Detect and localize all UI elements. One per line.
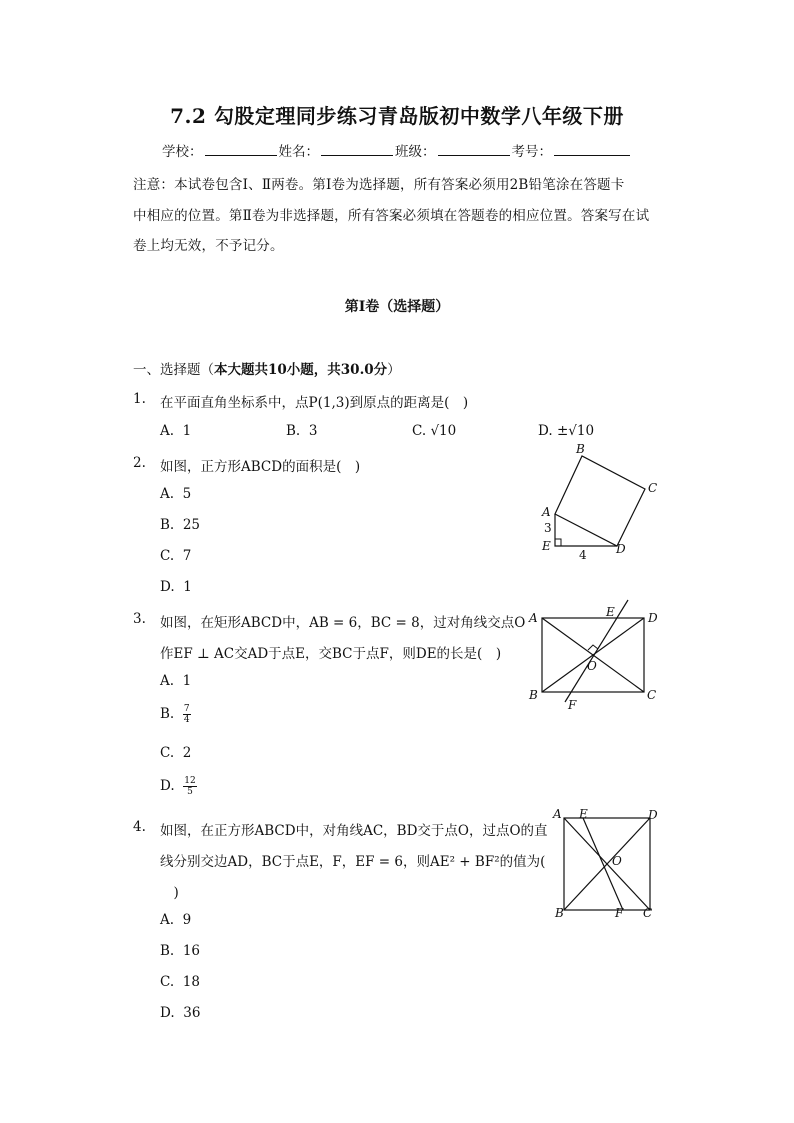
label-b: B [529, 688, 538, 702]
question-text: 如图，正方形ABCD的面积是( ) [160, 459, 361, 475]
option-d[interactable] [160, 1005, 200, 1021]
class-blank[interactable] [438, 143, 510, 156]
figure-q2-square [530, 440, 670, 565]
option-value: 2 [182, 745, 192, 761]
question-text: 如图，在正方形ABCD中，对角线AC，BD交于点O，过点O的直 [160, 823, 548, 839]
part-heading-suffix: ） [387, 362, 401, 378]
option-value: ±√10 [556, 423, 595, 439]
option-label: A. [160, 486, 175, 502]
option-value: 18 [182, 974, 200, 990]
name-blank[interactable] [321, 143, 393, 156]
question-number: 2. [133, 455, 146, 471]
option-label: D. [538, 423, 553, 439]
label-f: F [568, 698, 577, 712]
option-d[interactable] [538, 423, 594, 439]
label-e: E [579, 807, 588, 821]
figure-q3-rectangle [525, 598, 665, 710]
label-4: 4 [579, 548, 587, 562]
option-label: C. [160, 745, 175, 761]
option-a[interactable] [160, 912, 191, 928]
school-blank[interactable] [205, 143, 277, 156]
notice-line: 注意：本试卷包含Ⅰ、Ⅱ两卷。第Ⅰ卷为选择题，所有答案必须用2B铅笔涂在答题卡 [133, 177, 625, 193]
option-label: D. [160, 579, 175, 595]
question-text: 在平面直角坐标系中，点P(1,3)到原点的距离是( ) [160, 395, 469, 411]
option-c[interactable] [412, 423, 456, 439]
student-info-row [162, 140, 632, 160]
question-text: 作EF ⊥ AC交AD于点E，交BC于点F，则DE的长是( ) [160, 646, 502, 662]
option-label: B. [160, 706, 175, 722]
question-number: 4. [133, 819, 146, 835]
label-o: O [587, 659, 597, 673]
exam-number-label: 考号： [511, 144, 552, 160]
label-e: E [542, 539, 551, 553]
option-a[interactable] [160, 486, 191, 502]
label-a: A [553, 807, 562, 821]
option-value: 9 [182, 912, 192, 928]
option-label: D. [160, 1005, 175, 1021]
option-d[interactable] [160, 776, 197, 797]
exam-number-blank[interactable] [554, 143, 630, 156]
option-value: 16 [182, 943, 200, 959]
figure-q4-square [550, 805, 665, 920]
option-value: 25 [182, 517, 200, 533]
option-b[interactable] [160, 517, 200, 533]
part-heading-detail: 本大题共10小题，共30.0分 [214, 362, 388, 378]
option-value: 7 [182, 548, 192, 564]
option-value: 1 [182, 423, 192, 439]
label-a: A [542, 505, 551, 519]
label-3: 3 [544, 521, 552, 535]
fraction-numerator: 12 [184, 776, 196, 786]
fraction-denominator: 4 [183, 715, 190, 725]
option-label: C. [160, 974, 175, 990]
option-c[interactable] [160, 974, 200, 990]
label-c: C [643, 906, 653, 920]
notice-line: 卷上均无效，不予记分。 [133, 238, 284, 254]
question-text: ) [160, 885, 179, 901]
question-number: 1. [133, 391, 146, 407]
option-c[interactable] [160, 548, 191, 564]
option-label: A. [160, 423, 175, 439]
section-title: 第Ⅰ卷（选择题） [344, 299, 450, 315]
option-label: B. [160, 517, 175, 533]
part-heading-prefix: 一、选择题（ [133, 362, 214, 378]
option-label: A. [160, 912, 175, 928]
school-label: 学校： [162, 144, 203, 160]
right-angle-mark [555, 539, 561, 546]
label-c: C [647, 688, 657, 702]
option-value: 36 [183, 1005, 201, 1021]
option-b[interactable] [160, 704, 191, 725]
fraction-denominator: 5 [187, 787, 193, 797]
option-value: 5 [182, 486, 192, 502]
option-label: D. [160, 778, 175, 794]
option-label: B. [160, 943, 175, 959]
option-b[interactable] [160, 943, 200, 959]
part-heading [133, 358, 401, 378]
line-ef [565, 600, 628, 702]
label-d: D [648, 611, 658, 625]
label-c: C [648, 481, 658, 495]
class-label: 班级： [395, 144, 436, 160]
label-b: B [576, 442, 585, 456]
perpendicular-mark [588, 645, 598, 650]
option-d[interactable] [160, 579, 192, 595]
option-fraction [183, 704, 191, 725]
question-text: 线分别交边AD，BC于点E，F，EF = 6，则AE² + BF²的值为( [160, 854, 546, 870]
label-b: B [555, 906, 564, 920]
label-a: A [529, 611, 538, 625]
label-o: O [612, 854, 622, 868]
name-label: 姓名： [278, 144, 319, 160]
question-text: 如图，在矩形ABCD中，AB = 6，BC = 8，过对角线交点O [160, 615, 526, 631]
option-label: C. [160, 548, 175, 564]
label-f: F [615, 906, 624, 920]
option-label: A. [160, 673, 175, 689]
notice-line: 中相应的位置。第Ⅱ卷为非选择题，所有答案必须填在答题卷的相应位置。答案写在试 [133, 208, 650, 224]
label-e: E [606, 605, 615, 619]
page-title: 7.2 勾股定理同步练习青岛版初中数学八年级下册 [170, 104, 624, 128]
option-fraction [183, 776, 196, 797]
question-number: 3. [133, 611, 146, 627]
option-a[interactable] [160, 423, 191, 439]
option-a[interactable] [160, 673, 191, 689]
square-abcd [555, 456, 645, 546]
option-value: 1 [182, 673, 192, 689]
label-d: D [616, 542, 626, 556]
option-value: 3 [308, 423, 318, 439]
option-b[interactable] [286, 423, 317, 439]
label-d: D [648, 808, 658, 822]
option-label: B. [286, 423, 301, 439]
option-c[interactable] [160, 745, 191, 761]
fraction-numerator: 7 [183, 704, 190, 714]
option-value: 1 [183, 579, 192, 595]
option-value: √10 [430, 423, 457, 439]
option-label: C. [412, 423, 427, 439]
